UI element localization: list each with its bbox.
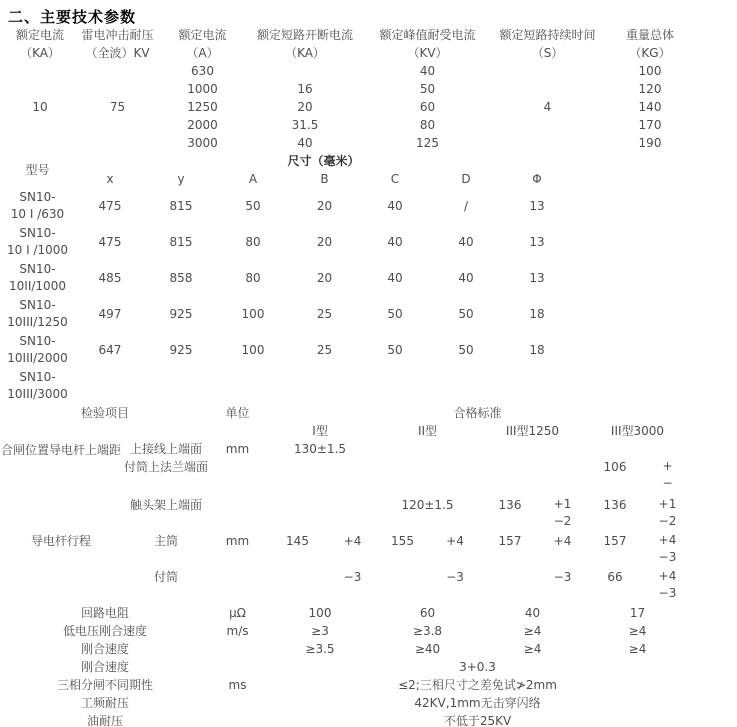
value-cell: 136 [498, 498, 522, 512]
value-cell [0, 116, 80, 134]
tolerance-cell [645, 458, 690, 496]
col-header: D [461, 172, 471, 186]
tolerance-cell [540, 496, 585, 532]
value-cell: 18 [529, 343, 545, 357]
filler-cell [690, 568, 737, 604]
model-line2: 10III/1250 [7, 315, 68, 329]
table-row [0, 296, 737, 332]
col-header: 额定短路持续时间 [499, 28, 596, 42]
filler-cell [700, 98, 737, 116]
dimensions-span-header: 尺寸（毫米） [287, 154, 360, 168]
value-cell: 485 [98, 271, 122, 285]
model-line1: SN10- [19, 262, 56, 276]
model-line1: SN10- [19, 370, 56, 384]
filler-cell [690, 458, 737, 496]
value-cell: ≥3.5 [305, 642, 335, 656]
value-cell: 25 [316, 307, 333, 321]
value-cell: 60 [419, 100, 436, 114]
row-label: 付筒 [153, 570, 178, 584]
tolerance-cell: +4 [553, 534, 572, 548]
value-cell: 13 [529, 199, 545, 213]
table-row [0, 224, 737, 260]
table-row [0, 622, 737, 640]
value-cell [480, 568, 540, 604]
value-cell: 190 [638, 136, 662, 150]
value-cell [585, 440, 690, 458]
unit-cell: m/s [226, 624, 249, 638]
col-header: B [320, 172, 329, 186]
value-cell: 130±1.5 [293, 442, 347, 456]
table-row [0, 694, 737, 712]
table-row [0, 658, 737, 676]
value-cell: 125 [416, 136, 439, 150]
tolerance-plus: +1 [658, 497, 677, 511]
value-cell: 815 [169, 235, 193, 249]
inspection-type-header-row [0, 422, 737, 440]
table-row [0, 676, 737, 694]
tolerance-cell: +4 [446, 534, 464, 548]
value-cell [0, 80, 80, 98]
value-cell: 100 [308, 606, 332, 620]
tolerance-minus: −3 [658, 550, 677, 564]
value-cell: 925 [169, 343, 193, 357]
row-label: 油耐压 [86, 714, 123, 727]
tolerance-stack [662, 458, 672, 492]
value-cell: 80 [245, 271, 261, 285]
tolerance-minus: −2 [658, 514, 677, 528]
col-header: x [106, 172, 114, 186]
value-cell: 120 [638, 82, 662, 96]
value-cell: 40 [387, 271, 403, 285]
value-cell: 20 [316, 271, 333, 285]
model-cell [0, 332, 75, 368]
value-cell: ≥4 [628, 624, 647, 638]
value-cell: 647 [98, 343, 122, 357]
model-line1: SN10- [19, 298, 56, 312]
col-header-unit: （KA） [20, 46, 60, 60]
row-label: 上接线上端面 [129, 442, 202, 456]
tolerance-cell [645, 496, 690, 532]
value-cell: 155 [391, 534, 414, 548]
tolerance-stack [659, 532, 677, 566]
section-title: 二、主要技术参数 [8, 8, 137, 26]
row-label: 刚合速度 [80, 660, 129, 674]
value-cell: 60 [419, 606, 436, 620]
value-cell [265, 458, 375, 496]
filler-cell [572, 368, 737, 404]
value-cell [250, 62, 360, 80]
value-cell: 31.5 [291, 118, 319, 132]
row-label: 刚合速度 [80, 642, 129, 656]
value-cell: 3+0.3 [459, 660, 496, 674]
filler-cell [690, 440, 737, 458]
row-group-label: 导电杆行程 [30, 534, 91, 548]
value-cell: 1000 [187, 82, 218, 96]
col-header: 额定电流 [15, 28, 64, 42]
value-cell: 40 [387, 199, 403, 213]
item-col-header: 检验项目 [80, 406, 129, 420]
value-cell [360, 368, 430, 404]
filler-cell [690, 604, 737, 622]
filler-cell [690, 404, 737, 422]
value-cell: 42KV,1mm无击穿闪络 [414, 696, 541, 710]
tolerance-plus: +1 [553, 497, 572, 511]
value-cell [375, 458, 480, 496]
filler-cell [690, 622, 737, 640]
table-row [0, 62, 737, 80]
type-header: III型1250 [505, 424, 560, 438]
value-cell: / [463, 199, 469, 213]
row-label: 触头架上端面 [129, 498, 202, 512]
value-cell: 50 [419, 82, 436, 96]
col-header-unit: （全波）KV [85, 46, 150, 60]
filler-cell [700, 26, 737, 44]
value-cell [480, 440, 585, 458]
value-cell: 475 [98, 199, 122, 213]
value-cell: 40 [524, 606, 541, 620]
table-row [0, 440, 737, 458]
ratings-header-line1 [0, 26, 737, 44]
model-line2: 10 I /1000 [6, 243, 69, 257]
value-cell: 925 [169, 307, 193, 321]
col-header: Φ [532, 172, 542, 186]
filler-cell [690, 640, 737, 658]
col-header-unit: （A） [186, 46, 219, 60]
filler-cell [572, 152, 737, 188]
row-group-label: 合闸位置导电杆上端距 [0, 443, 121, 457]
row-label: 付筒上法兰端面 [123, 460, 208, 474]
table-row [0, 188, 737, 224]
value-cell: 50 [458, 343, 474, 357]
table-row [0, 98, 737, 116]
value-cell [495, 62, 600, 80]
value-cell: ≥4 [523, 642, 542, 656]
value-cell: 815 [169, 199, 193, 213]
filler-cell [700, 80, 737, 98]
value-cell [265, 568, 330, 604]
model-cell [0, 368, 75, 404]
tolerance-minus: −2 [553, 514, 572, 528]
value-cell: 17 [629, 606, 646, 620]
value-cell: ≤2;三相尺寸之差免试≯2mm [398, 678, 557, 692]
col-header: 额定短路开断电流 [256, 28, 353, 42]
value-cell: 80 [419, 118, 436, 132]
value-cell: 75 [109, 100, 126, 114]
col-header: C [390, 172, 400, 186]
table-row [0, 260, 737, 296]
dimensions-span-header-row [0, 152, 737, 170]
unit-cell: ms [228, 678, 247, 692]
value-cell: 40 [458, 235, 474, 249]
filler-cell [700, 116, 737, 134]
model-col-header: 型号 [25, 163, 50, 177]
standard-col-header: 合格标准 [453, 406, 502, 420]
row-label: 工频耐压 [80, 696, 129, 710]
value-cell: 630 [191, 64, 214, 78]
model-cell [0, 188, 75, 224]
dimensions-table [0, 152, 737, 404]
ratings-table [0, 26, 737, 152]
tolerance-stack [554, 496, 572, 530]
col-header-unit: （S） [531, 46, 564, 60]
model-line1: SN10- [19, 334, 56, 348]
value-cell: 170 [638, 118, 662, 132]
filler-cell [690, 532, 737, 568]
value-cell: 106 [603, 460, 627, 474]
col-header: 额定峰值耐受电流 [379, 28, 476, 42]
value-cell: 3000 [187, 136, 218, 150]
value-cell: 20 [316, 235, 333, 249]
model-line2: 10 I /630 [10, 207, 65, 221]
value-cell [0, 134, 80, 152]
model-line2: 10II/1000 [9, 279, 66, 293]
inspection-header-row [0, 404, 737, 422]
value-cell [80, 116, 155, 134]
filler-cell [690, 712, 737, 727]
value-cell: 50 [245, 199, 261, 213]
unit-cell [210, 568, 265, 604]
value-cell: 13 [529, 271, 545, 285]
col-header: y [177, 172, 185, 186]
table-row [0, 532, 737, 568]
value-cell: 25 [316, 343, 333, 357]
value-cell: 40 [387, 235, 403, 249]
col-header: 雷电冲击耐压 [81, 28, 154, 42]
value-cell: 100 [241, 343, 265, 357]
tolerance-minus: − [662, 476, 673, 490]
value-cell: 20 [316, 199, 333, 213]
type-header: III型3000 [610, 424, 665, 438]
value-cell [480, 458, 585, 496]
model-line2: 10III/2000 [7, 351, 68, 365]
table-row [0, 712, 737, 727]
unit-cell [210, 658, 265, 676]
unit-cell: μΩ [229, 606, 246, 620]
value-cell: 157 [498, 534, 522, 548]
filler-cell [572, 332, 737, 368]
value-cell [75, 368, 145, 404]
table-row [0, 332, 737, 368]
value-cell: 100 [241, 307, 265, 321]
value-cell: 80 [245, 235, 261, 249]
value-cell [80, 62, 155, 80]
value-cell: 120±1.5 [401, 498, 454, 512]
value-cell: 1250 [187, 100, 218, 114]
empty-cell [210, 422, 265, 440]
value-cell: 20 [297, 100, 313, 114]
value-cell [495, 80, 600, 98]
value-cell: 497 [98, 307, 122, 321]
unit-cell [210, 496, 265, 532]
value-cell: 140 [638, 100, 662, 114]
row-label: 低电压刚合速度 [62, 624, 147, 638]
unit-col-header: 单位 [225, 406, 250, 420]
value-cell: ≥4 [523, 624, 542, 638]
value-cell: ≥4 [628, 642, 647, 656]
filler-cell [572, 296, 737, 332]
value-cell: 4 [543, 100, 552, 114]
value-cell: 40 [458, 271, 474, 285]
value-cell: 2000 [187, 118, 218, 132]
model-cell [0, 296, 75, 332]
tolerance-cell [645, 532, 690, 568]
model-cell [0, 224, 75, 260]
filler-cell [572, 188, 737, 224]
value-cell [80, 80, 155, 98]
model-line2: 10III/3000 [7, 387, 68, 401]
tolerance-cell: −3 [553, 570, 572, 584]
unit-cell: mm [225, 442, 250, 456]
value-cell: 不低于25KV [443, 714, 512, 727]
filler-cell [690, 694, 737, 712]
value-cell [265, 496, 375, 532]
value-cell [502, 368, 572, 404]
inspection-table [0, 404, 737, 727]
value-cell: 16 [297, 82, 313, 96]
table-row [0, 368, 737, 404]
value-cell: 40 [297, 136, 313, 150]
tolerance-cell [645, 568, 690, 604]
filler-cell [690, 676, 737, 694]
table-row [0, 640, 737, 658]
empty-cell [0, 422, 210, 440]
col-header-unit: （KV） [407, 46, 448, 60]
value-cell [495, 134, 600, 152]
table-row [0, 134, 737, 152]
value-cell: 858 [169, 271, 193, 285]
value-cell: 18 [529, 307, 545, 321]
value-cell: 13 [529, 235, 545, 249]
value-cell: 475 [98, 235, 122, 249]
table-row [0, 80, 737, 98]
value-cell: 10 [32, 100, 48, 114]
tolerance-plus: +4 [658, 569, 677, 583]
value-cell: 50 [387, 343, 403, 357]
unit-cell [210, 640, 265, 658]
value-cell [430, 368, 502, 404]
value-cell [375, 568, 430, 604]
table-row [0, 604, 737, 622]
tolerance-cell: −3 [446, 570, 464, 584]
value-cell [80, 134, 155, 152]
filler-cell [572, 260, 737, 296]
tolerance-cell: +4 [343, 534, 362, 548]
filler-cell [690, 658, 737, 676]
unit-cell [210, 458, 265, 496]
row-label: 三相分闸不同期性 [56, 678, 153, 692]
tolerance-cell: −3 [343, 570, 362, 584]
value-cell: 50 [458, 307, 474, 321]
model-line1: SN10- [19, 190, 56, 204]
tolerance-stack [659, 568, 677, 602]
table-row [0, 116, 737, 134]
value-cell: 136 [603, 498, 627, 512]
filler-cell [700, 44, 737, 62]
filler-cell [700, 134, 737, 152]
ratings-header-line2 [0, 44, 737, 62]
unit-cell [210, 712, 265, 727]
filler-cell [690, 422, 737, 440]
value-cell [145, 368, 217, 404]
tolerance-plus: +4 [658, 533, 677, 547]
col-header: A [248, 172, 258, 186]
row-label: 主筒 [153, 534, 178, 548]
value-cell [217, 368, 289, 404]
type-header: II型 [417, 424, 438, 438]
filler-cell [690, 496, 737, 532]
filler-cell [700, 62, 737, 80]
unit-cell: mm [225, 534, 250, 548]
unit-cell [210, 694, 265, 712]
value-cell: ≥40 [414, 642, 441, 656]
col-header: 重量总体 [625, 28, 674, 42]
tolerance-stack [659, 496, 677, 530]
value-cell: 66 [607, 570, 623, 584]
value-cell [289, 368, 360, 404]
value-cell: ≥3.8 [412, 624, 443, 638]
value-cell: 157 [603, 534, 627, 548]
col-header-unit: （KA） [285, 46, 325, 60]
row-label: 回路电阻 [80, 606, 129, 620]
model-line1: SN10- [19, 226, 56, 240]
value-cell [375, 440, 480, 458]
value-cell: 40 [419, 64, 436, 78]
tolerance-minus: −3 [658, 586, 677, 600]
value-cell: ≥3 [311, 624, 329, 638]
col-header-unit: （KG） [629, 46, 671, 60]
value-cell [495, 116, 600, 134]
type-header: I型 [312, 424, 328, 438]
value-cell: 100 [638, 64, 662, 78]
value-cell: 50 [387, 307, 403, 321]
model-cell [0, 260, 75, 296]
filler-cell [572, 224, 737, 260]
value-cell: 145 [286, 534, 309, 548]
tolerance-plus: + [662, 459, 673, 473]
col-header: 额定电流 [178, 28, 227, 42]
value-cell [0, 62, 80, 80]
